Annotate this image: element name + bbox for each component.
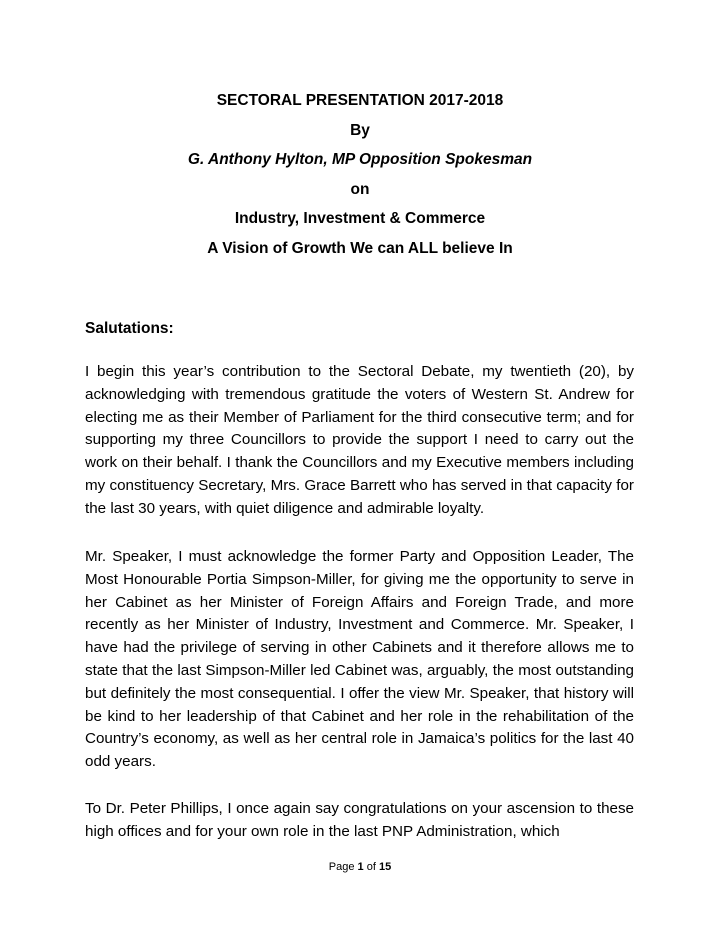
footer-prefix: Page [328, 861, 358, 873]
presentation-title: SECTORAL PRESENTATION 2017-2018 [216, 92, 504, 109]
page-footer [0, 860, 720, 874]
paragraph-1: I begin this year’s contribution to the Sectoral Debate, my twentieth (20), by acknowledging with tremendous gratitude the voters of Western St. Andrew for electing me as their Member of Parliament for the third consecutive term; and for supporting my three Councillors to provide the support I need to carry out the work on their behalf. I thank the Councillors and my Executive members including my constituency Secretary, Mrs. Grace Barrett who has served in that capacity for the last 30 years, with quiet diligence and admirable loyalty. [85, 363, 634, 517]
salutations-heading: Salutations: [85, 320, 174, 337]
footer-total-pages: 15 [378, 861, 392, 873]
on-line: on [350, 180, 370, 198]
portfolio-line: Industry, Investment & Commerce [234, 210, 486, 227]
title-block [0, 86, 720, 263]
footer-current-page: 1 [357, 861, 364, 873]
paragraph-2: Mr. Speaker, I must acknowledge the former Party and Opposition Leader, The Most Honourable Portia Simpson-Miller, for giving me the opportunity to serve in her Cabinet as her Minister of Foreign Affairs and Foreign Trade, and more recently as her Minister of Industry, Investment and Commerce. Mr. Speaker, I have had the privilege of serving in other Cabinets and it therefore allows me to state that the last Simpson-Miller led Cabinet was, arguably, the most outstanding but definitely the most consequential. I offer the view Mr. Speaker, that history will be kind to her leadership of that Cabinet and her role in the rehabilitation of the Country’s economy, as well as her central role in Jamaica’s politics for the last 40 odd years. [85, 548, 634, 771]
paragraph-3: To Dr. Peter Phillips, I once again say congratulations on your ascension to these high offices and for your own role in the last PNP Administration, which [85, 800, 634, 840]
by-line: By [350, 121, 370, 139]
subtitle-line: A Vision of Growth We can ALL believe In [207, 239, 513, 257]
footer-separator: of [363, 861, 379, 873]
author-line: G. Anthony Hylton, MP Opposition Spokesman [187, 151, 533, 168]
